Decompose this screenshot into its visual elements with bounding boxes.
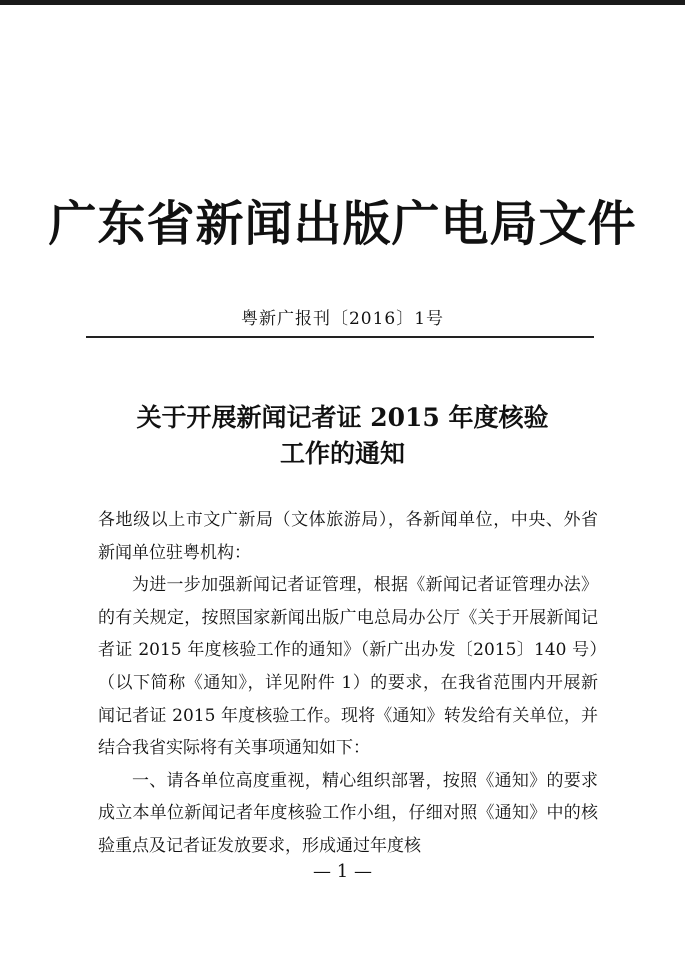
body-paragraph: 一、请各单位高度重视，精心组织部署，按照《通知》的要求成立本单位新闻记者年度核验工作小组，仔细对照《通知》中的核验重点及记者证发放要求，形成通过年度核 (98, 770, 598, 856)
body-paragraph: 为进一步加强新闻记者证管理，根据《新闻记者证管理办法》的有关规定，按照国家新闻出版广电总局办公厅《关于开展新闻记者证 2015 年度核验工作的通知》（新广出办发〔2015〕140 号）（以下简称《通知》，详见附件 1）的要求，在我省范围内开展新闻记者证 2015 年度核验工作。现将《通知》转发给有关单位，并结合我省实际将有关事项通知如下： (98, 575, 598, 759)
header-divider (86, 336, 594, 338)
document-number: 粤新广报刊〔2016〕1号 (240, 309, 445, 329)
page-number: — 1 — (313, 861, 372, 882)
addressee: 各地级以上市文广新局（文体旅游局），各新闻单位，中央、外省新闻单位驻粤机构： (98, 510, 598, 563)
document-subject (0, 400, 685, 472)
subject-line-2: 工作的通知 (279, 439, 405, 468)
subject-line-1: 关于开展新闻记者证 2015 年度核验 (136, 403, 549, 432)
scan-edge (0, 0, 685, 5)
document-body (98, 504, 598, 863)
document-header-title: 广东省新闻出版广电局文件 (48, 196, 637, 252)
